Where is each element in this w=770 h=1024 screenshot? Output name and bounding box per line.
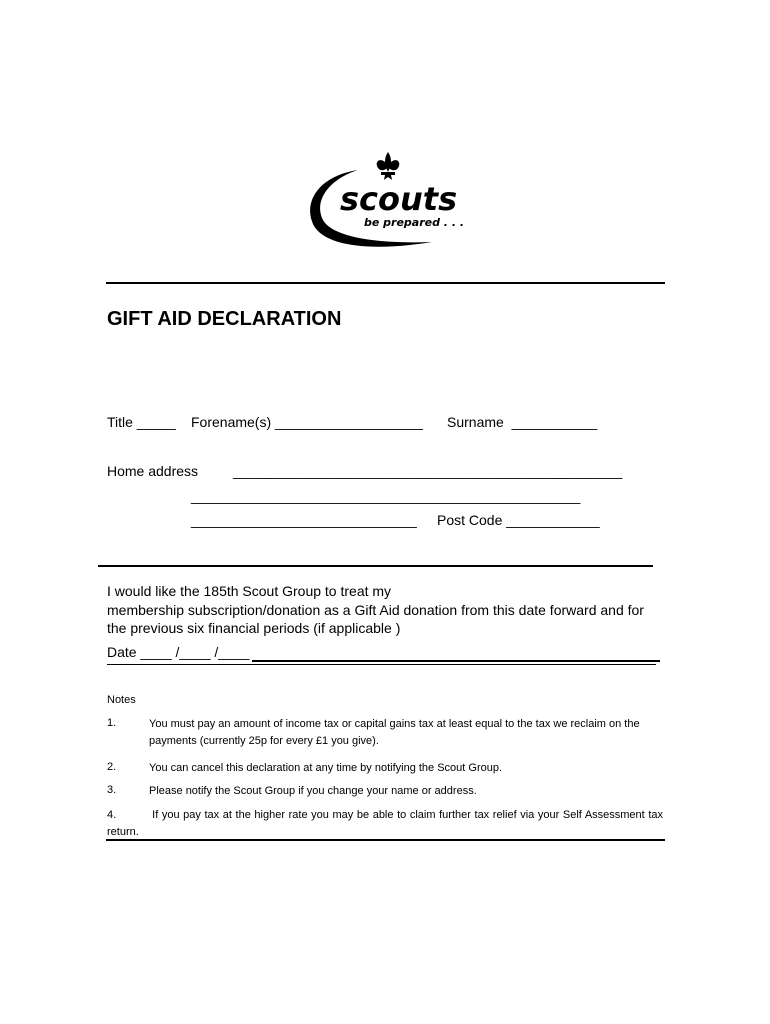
note-text: 4. If you pay tax at the higher rate you may be able to claim further tax relief via your Self Assessment tax return. bbox=[107, 809, 663, 838]
fleur-de-lis-icon bbox=[377, 152, 400, 180]
note-text: You must pay an amount of income tax or capital gains tax at least equal to the tax we reclaim on the payments (currently 25p for every £1 you give). bbox=[149, 718, 640, 747]
title-field[interactable]: Title _____ bbox=[107, 414, 176, 430]
note-text: You can cancel this declaration at any time by notifying the Scout Group. bbox=[149, 762, 503, 774]
home-address-label: Home address bbox=[107, 463, 199, 479]
declaration-line-3: the previous six financial periods (if applicable ) bbox=[107, 620, 401, 636]
note-number: 2. bbox=[107, 761, 117, 773]
date-rule bbox=[107, 664, 656, 665]
note-number: 1. bbox=[107, 717, 117, 729]
surname-field[interactable]: Surname ___________ bbox=[447, 414, 598, 430]
forename-field[interactable]: Forename(s) ___________________ bbox=[191, 414, 423, 430]
scouts-logo bbox=[300, 148, 470, 252]
notes-heading: Notes bbox=[107, 694, 136, 706]
top-rule bbox=[106, 282, 665, 284]
logo-tagline: be prepared . . . bbox=[364, 216, 465, 229]
date-underline bbox=[252, 660, 660, 662]
page-title: GIFT AID DECLARATION bbox=[107, 308, 342, 330]
declaration-line-1: I would like the 185th Scout Group to treat my bbox=[107, 583, 392, 599]
logo-wordmark: scouts bbox=[340, 180, 458, 218]
bottom-rule bbox=[106, 839, 665, 841]
mid-rule bbox=[98, 565, 653, 567]
note-number: 3. bbox=[107, 784, 117, 796]
note-text: Please notify the Scout Group if you change your name or address. bbox=[149, 785, 477, 797]
postcode-field[interactable]: Post Code ____________ bbox=[437, 512, 600, 528]
address-line-3[interactable]: _____________________________ bbox=[191, 512, 417, 528]
address-line-2[interactable]: __________________________________________________ bbox=[191, 488, 581, 504]
date-field[interactable]: Date ____ /____ /____ bbox=[107, 644, 250, 660]
address-line-1[interactable]: __________________________________________________ bbox=[233, 463, 623, 479]
declaration-line-2: membership subscription/donation as a Gift Aid donation from this date forward and for bbox=[107, 602, 644, 618]
